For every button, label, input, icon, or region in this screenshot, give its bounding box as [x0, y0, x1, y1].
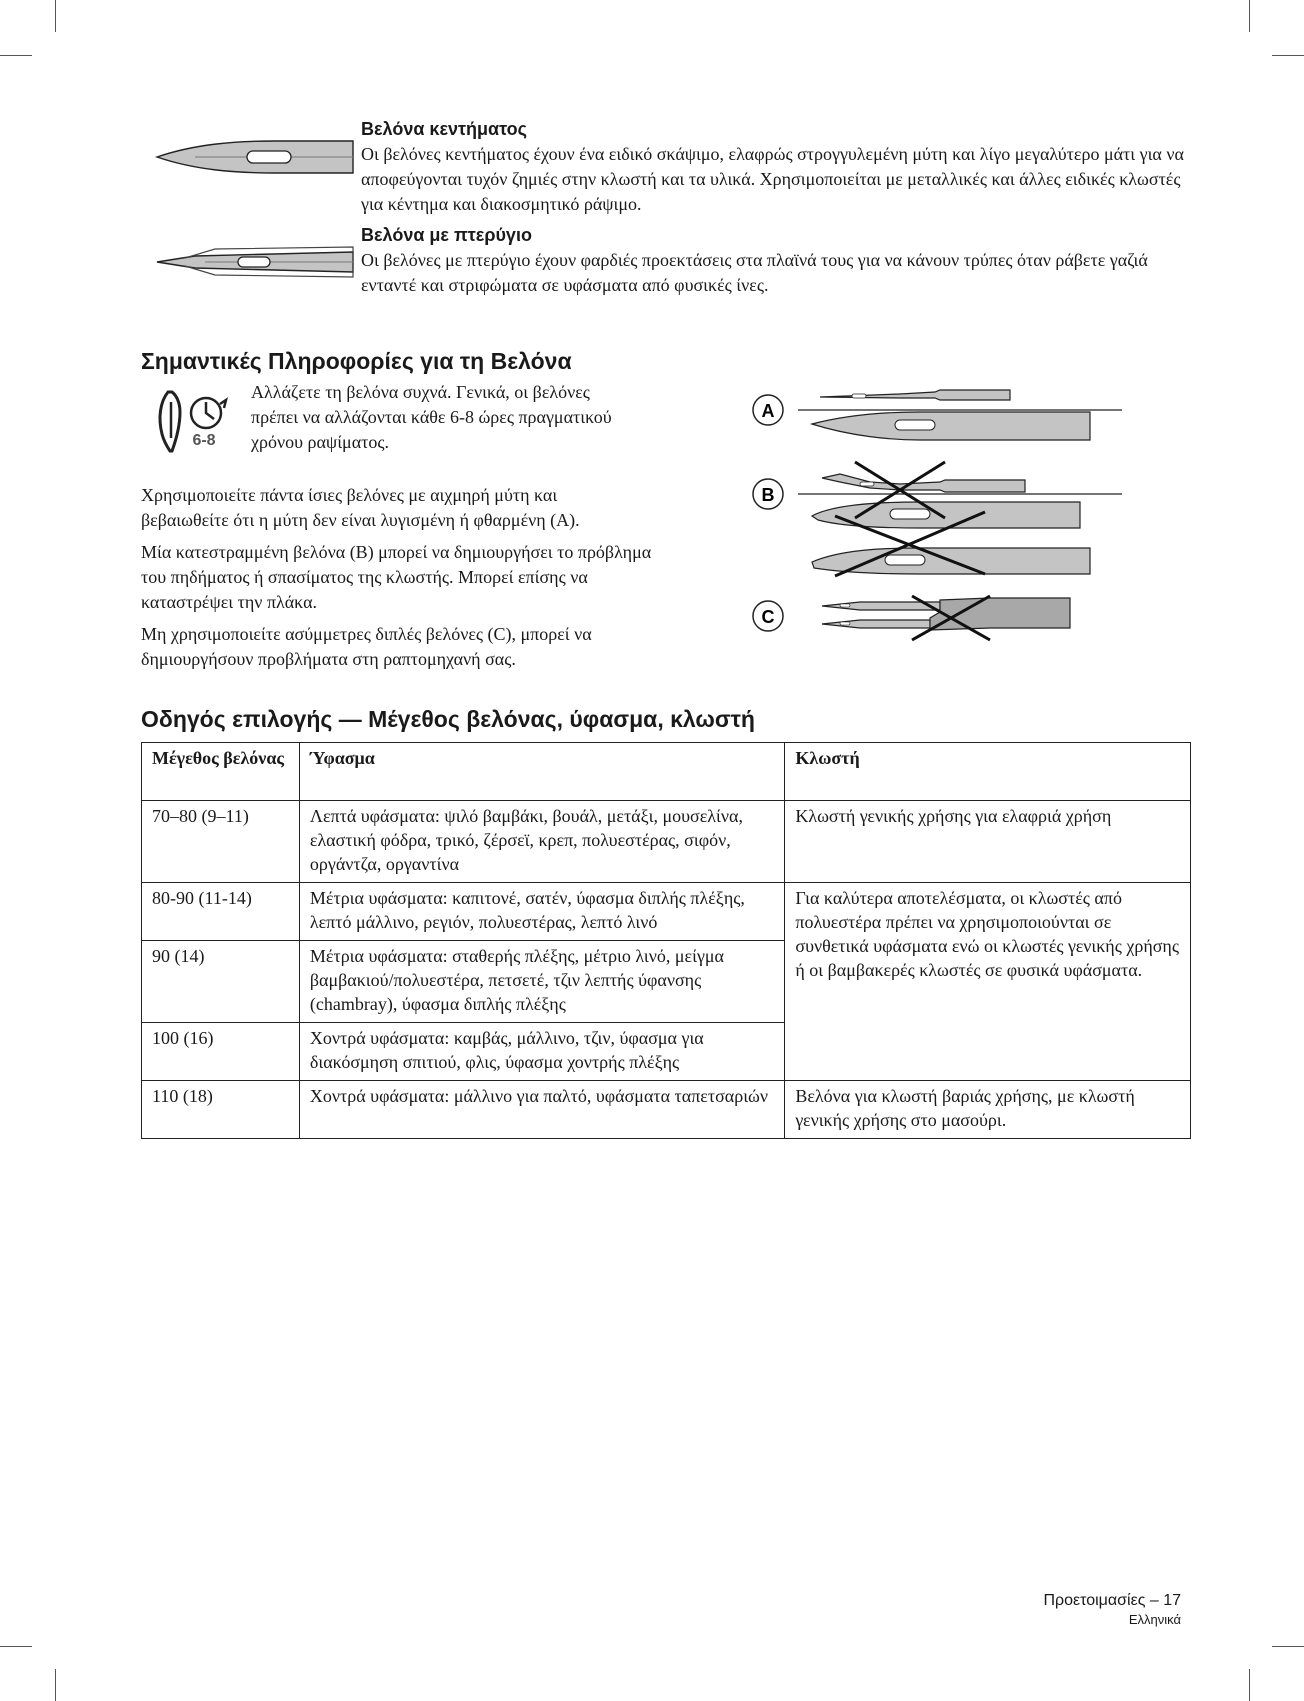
- info-paragraph-straight: Χρησιμοποιείτε πάντα ίσιες βελόνες με αιχμηρή μύτη και βεβαιωθείτε ότι η μύτη δεν είναι λυγισμένη ή φθαρμένη (A).: [141, 485, 580, 530]
- header-thread: Κλωστή: [785, 743, 1191, 801]
- embroidery-needle-title: Βελόνα κεντήματος: [361, 119, 527, 139]
- wing-needle-text: Οι βελόνες με πτερύγιο έχουν φαρδιές προεκτάσεις στα πλαϊνά τους για να κάνουν τρύπες όταν ράβετε γαζιά ενταντέ και στριφώματα σε υφάσματα από φυσικές ίνες.: [361, 250, 1148, 295]
- selection-guide-heading: Οδηγός επιλογής — Μέγεθος βελόνας, ύφασμα, κλωστή: [141, 706, 755, 732]
- crop-mark: [55, 1669, 56, 1701]
- cell-fabric: Μέτρια υφάσματα: σταθερής πλέξης, μέτριο λινό, μείγμα βαμβακιού/πολυεστέρα, πετσετέ, τζιν λεπτής ύφανσης (chambray), ύφασμα διπλής πλέξης: [299, 941, 784, 1023]
- page-footer: [900, 1591, 1181, 1629]
- crop-mark: [55, 0, 56, 32]
- crop-mark: [1272, 55, 1304, 56]
- crop-mark: [1272, 1646, 1304, 1647]
- cell-thread: Κλωστή γενικής χρήσης για ελαφριά χρήση: [785, 801, 1191, 883]
- needle-change-text: Αλλάζετε τη βελόνα συχνά. Γενικά, οι βελόνες πρέπει να αλλάζονται κάθε 6-8 ώρες πραγματικού χρόνου ραψίματος.: [251, 382, 612, 452]
- cell-needle-size: 70–80 (9–11): [142, 801, 300, 883]
- table-row: [142, 1081, 1191, 1139]
- wing-needle-section: [361, 225, 1191, 298]
- header-needle-size: Μέγεθος βελόνας: [142, 743, 300, 801]
- info-paragraph-twin: Μη χρησιμοποιείτε ασύμμετρες διπλές βελόνες (C), μπορεί να δημιουργήσουν προβλήματα στη ραπτομηχανή σας.: [141, 624, 592, 669]
- info-paragraph-damaged: Μία κατεστραμμένη βελόνα (B) μπορεί να δημιουργήσει το πρόβλημα του πηδήματος ή σπασίματος της κλωστής. Μπορεί επίσης να καταστρέψει την πλάκα.: [141, 542, 652, 612]
- straight-needle: [820, 390, 1010, 400]
- wing-needle-illustration: [155, 246, 355, 278]
- wing-needle-title: Βελόνα με πτερύγιο: [361, 225, 532, 245]
- cell-fabric: Λεπτά υφάσματα: ψιλό βαμβάκι, βουάλ, μετάξι, μουσελίνα, ελαστική φόδρα, τρικό, ζέρσεϊ, κρεπ, πολυεστέρας, σιφόν, οργάντζα, οργαντίνα: [299, 801, 784, 883]
- diagram-label-b: [753, 479, 783, 509]
- diagram-label-c: [753, 601, 783, 631]
- crop-mark: [0, 55, 32, 56]
- footer-language: Ελληνικά: [1128, 1612, 1181, 1627]
- cell-fabric: Μέτρια υφάσματα: καπιτονέ, σατέν, ύφασμα διπλής πλέξης, λεπτό μάλλινο, ρεγιόν, πολυεστέρας, λεπτό λινό: [299, 883, 784, 941]
- crop-mark: [1249, 1669, 1250, 1701]
- crop-mark: [1249, 0, 1250, 32]
- table-header-row: [142, 743, 1191, 801]
- selection-guide-table: [141, 742, 1191, 1139]
- cell-needle-size: 90 (14): [142, 941, 300, 1023]
- needle-change-hours-label: 6-8: [192, 432, 216, 449]
- cell-thread: Βελόνα για κλωστή βαριάς χρήσης, με κλωστή γενικής χρήσης στο μασούρι.: [785, 1081, 1191, 1139]
- cell-fabric: Χοντρά υφάσματα: καμβάς, μάλλινο, τζιν, ύφασμα για διακόσμηση σπιτιού, φλις, ύφασμα χοντρής πλέξης: [299, 1023, 784, 1081]
- cell-needle-size: 110 (18): [142, 1081, 300, 1139]
- cell-needle-size: 80-90 (11-14): [142, 883, 300, 941]
- embroidery-needle-illustration: [155, 140, 355, 174]
- table-row: [142, 801, 1191, 883]
- header-fabric: Ύφασμα: [299, 743, 784, 801]
- svg-text:C: C: [761, 607, 775, 627]
- needle-condition-diagram: [740, 378, 1130, 648]
- important-info-heading: Σημαντικές Πληροφορίες για τη Βελόνα: [141, 348, 572, 374]
- svg-text:B: B: [761, 485, 775, 505]
- cell-needle-size: 100 (16): [142, 1023, 300, 1081]
- cell-thread: Για καλύτερα αποτελέσματα, οι κλωστές από πολυεστέρα πρέπει να χρησιμοποιούνται σε συνθετικά υφάσματα ενώ οι κλωστές γενικής χρήσης ή οι βαμβακερές κλωστές σε φυσικά υφάσματα.: [785, 883, 1191, 1081]
- diagram-label-a: [753, 395, 783, 425]
- cell-fabric: Χοντρά υφάσματα: μάλλινο για παλτό, υφάσματα ταπετσαριών: [299, 1081, 784, 1139]
- page-number: Προετοιμασίες – 17: [1043, 1592, 1181, 1609]
- embroidery-needle-text: Οι βελόνες κεντήματος έχουν ένα ειδικό σκάψιμο, ελαφρώς στρογγυλεμένη μύτη και λίγο μεγαλύτερο μάτι για να αποφεύγονται τυχόν ζημιές στην κλωστή και τα υλικά. Χρησιμοποιείται με μεταλλικές και άλλες ειδικές κλωστές για κέντημα και διακοσμητικό ράψιμο.: [361, 144, 1184, 214]
- needle-change-icon: [154, 388, 234, 454]
- table-row: [142, 883, 1191, 941]
- embroidery-needle-section: [361, 119, 1191, 217]
- straight-needle-shank: [812, 412, 1090, 440]
- svg-text:A: A: [761, 401, 775, 421]
- crop-mark: [0, 1646, 32, 1647]
